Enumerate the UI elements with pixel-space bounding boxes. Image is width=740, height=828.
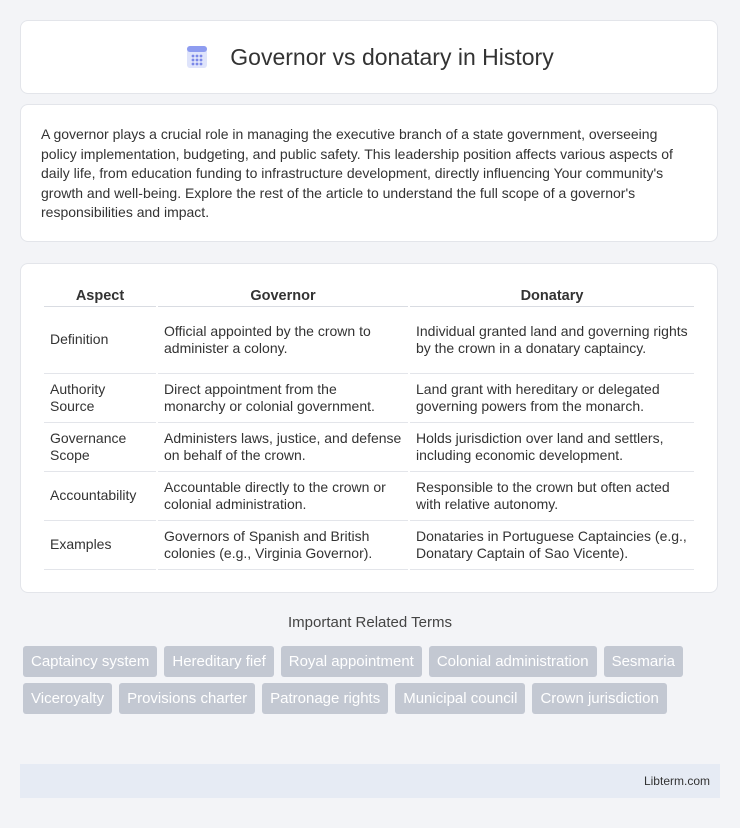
related-term-tag[interactable]: Viceroyalty xyxy=(23,683,112,714)
aspect-cell: Governance Scope xyxy=(44,423,156,472)
donatary-cell: Land grant with hereditary or delegated governing powers from the monarch. xyxy=(410,374,694,423)
table-row xyxy=(44,307,694,374)
table-header-row xyxy=(44,284,694,307)
aspect-cell: Accountability xyxy=(44,472,156,521)
related-term-tag[interactable]: Municipal council xyxy=(395,683,525,714)
donatary-cell: Individual granted land and governing rights by the crown in a donatary captaincy. xyxy=(410,307,694,374)
table-row xyxy=(44,521,694,570)
table-row xyxy=(44,374,694,423)
table-row xyxy=(44,472,694,521)
footer xyxy=(20,764,720,798)
related-term-tag[interactable]: Sesmaria xyxy=(604,646,683,677)
related-term-tag[interactable]: Royal appointment xyxy=(281,646,422,677)
intro-card xyxy=(20,104,718,242)
governor-cell: Accountable directly to the crown or colonial administration. xyxy=(158,472,408,521)
column-header: Aspect xyxy=(44,284,156,307)
donatary-cell: Holds jurisdiction over land and settlers, including economic development. xyxy=(410,423,694,472)
donatary-cell: Responsible to the crown but often acted with relative autonomy. xyxy=(410,472,694,521)
related-term-tag[interactable]: Captaincy system xyxy=(23,646,157,677)
related-term-tag[interactable]: Colonial administration xyxy=(429,646,597,677)
header-card xyxy=(20,20,718,94)
related-terms-heading: Important Related Terms xyxy=(288,614,452,631)
column-header: Donatary xyxy=(410,284,694,307)
comparison-table xyxy=(42,284,696,570)
governor-cell: Administers laws, justice, and defense on behalf of the crown. xyxy=(158,423,408,472)
governor-cell: Governors of Spanish and British colonies (e.g., Virginia Governor). xyxy=(158,521,408,570)
related-term-tag[interactable]: Patronage rights xyxy=(262,683,388,714)
intro-text: A governor plays a crucial role in managing the executive branch of a state government, overseeing policy implementation, budgeting, and public safety. This leadership position affects various aspects of daily life, from education funding to infrastructure development, directly influencing Your community's growth and well-being. Explore the rest of the article to understand the full scope of a governor's responsibilities and impact. xyxy=(41,126,673,220)
comparison-table-card xyxy=(20,263,718,593)
footer-brand-link[interactable]: Libterm.com xyxy=(643,774,710,788)
table-row xyxy=(44,423,694,472)
governor-cell: Official appointed by the crown to administer a colony. xyxy=(158,307,408,374)
page-title: Governor vs donatary in History xyxy=(230,43,554,70)
donatary-cell: Donataries in Portuguese Captaincies (e.g., Donatary Captain of Sao Vicente). xyxy=(410,521,694,570)
related-term-tag[interactable]: Provisions charter xyxy=(119,683,255,714)
governor-cell: Direct appointment from the monarchy or colonial government. xyxy=(158,374,408,423)
aspect-cell: Authority Source xyxy=(44,374,156,423)
aspect-cell: Examples xyxy=(44,521,156,570)
related-term-tag[interactable]: Hereditary fief xyxy=(164,646,273,677)
related-terms-list xyxy=(23,646,723,720)
related-term-tag[interactable]: Crown jurisdiction xyxy=(532,683,666,714)
document-icon xyxy=(184,44,210,70)
column-header: Governor xyxy=(158,284,408,307)
aspect-cell: Definition xyxy=(44,307,156,374)
